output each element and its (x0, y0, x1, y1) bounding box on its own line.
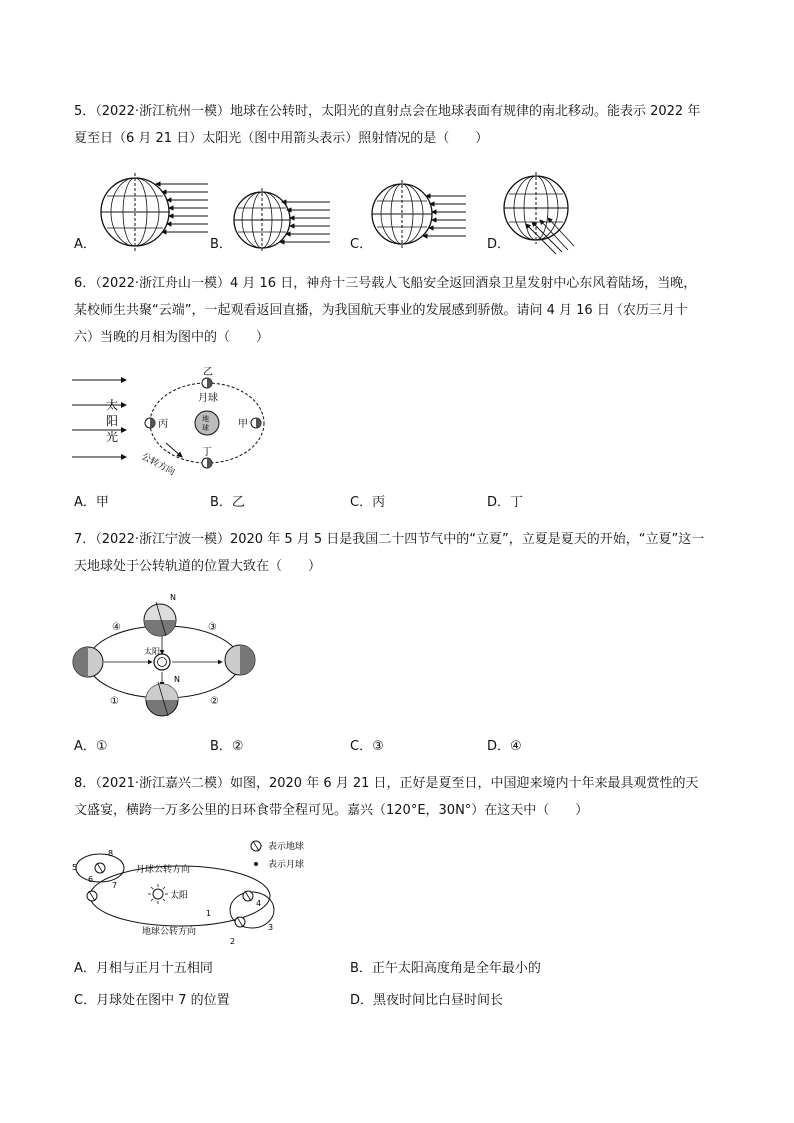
q6-direction-label: 公转方向 (139, 452, 177, 478)
q8-figure (70, 838, 320, 950)
q6-moon-label: 月球 (198, 393, 218, 404)
q8-num-6: 6 (88, 875, 94, 884)
q7-earth-right (225, 645, 255, 675)
q8-num-5: 5 (72, 863, 78, 872)
q8-sun (148, 884, 168, 904)
q8-option-a[interactable]: A．月相与正月十五相同 (74, 961, 213, 976)
q7-earth-left (73, 647, 103, 677)
q8-num-7: 7 (112, 881, 118, 890)
q8-num-3: 3 (268, 923, 274, 932)
q8-sun-label: 太阳 (170, 891, 189, 901)
q6-moon-jia (251, 418, 261, 428)
q5-globe-b (234, 188, 330, 252)
q5-figure-d-arrows (520, 210, 580, 256)
q7-mark-2: ② (210, 696, 219, 707)
q6-option-a[interactable]: A．甲 (74, 495, 109, 510)
q7-north-label-top: N (170, 593, 176, 602)
q8-num-1: 1 (206, 909, 212, 918)
q7-earth-bottom (146, 682, 178, 716)
q7-mark-3: ③ (208, 622, 217, 633)
q7-north-label-bottom: N (174, 675, 180, 684)
q5-globe-a (101, 173, 208, 251)
q7-earth-top (144, 602, 176, 636)
q7-mark-1: ① (110, 696, 119, 707)
q6-option-c[interactable]: C．丙 (350, 495, 386, 510)
q6-sun-label-3: 光 (106, 430, 119, 444)
q6-earth-label-1: 地 (202, 415, 209, 423)
q5-figure (90, 168, 540, 254)
q8-earth-orbit-label: 地球公转方向 (142, 927, 197, 937)
q8-stem: 8．（2021·浙江嘉兴二模）如图，2020 年 6 月 21 日，正好是夏至日，中国迎来境内十年来最具观赏性的天 文盛宴，横跨一万多公里的日环食带全程可见。嘉兴（120°E，30N°）在这天中（ ） (74, 776, 699, 818)
q8-option-c[interactable]: C．月球处在图中 7 的位置 (74, 993, 230, 1008)
q6-label-yi: 乙 (203, 367, 213, 378)
q8-option-d[interactable]: D．黑夜时间比白昼时间长 (350, 993, 504, 1008)
q7-sun-label: 太阳 (144, 647, 160, 656)
q6-earth-label-2: 球 (202, 424, 209, 432)
q6-moon-bing (145, 418, 155, 428)
q5-option-c[interactable]: C． (350, 237, 373, 252)
q6-sun-label-1: 太 (106, 398, 119, 412)
q7-option-b[interactable]: B．② (210, 739, 244, 754)
q7-option-a[interactable]: A．① (74, 739, 108, 754)
q8-legend-moon: 表示月球 (268, 860, 305, 870)
q7-figure (72, 588, 262, 720)
q8-legend (251, 840, 304, 870)
q6-direction-arrow (166, 443, 182, 457)
q7-sun (154, 654, 170, 670)
q5-option-b[interactable]: B． (210, 237, 232, 252)
q8-legend-earth: 表示地球 (268, 842, 305, 852)
q8-num-8: 8 (108, 849, 114, 858)
q6-option-b[interactable]: B．乙 (210, 495, 245, 510)
q7-option-c[interactable]: C．③ (350, 739, 384, 754)
q8-moon-orbit-label: 月球公转方向 (136, 865, 191, 875)
q6-label-ding: 丁 (202, 447, 212, 458)
q6-sun-label-2: 阳 (106, 414, 119, 428)
q5-option-a[interactable]: A． (74, 237, 96, 252)
q6-label-jia: 甲 (238, 419, 248, 430)
q5-globe-c (372, 180, 466, 248)
q6-stem: 6．（2022·浙江舟山一模）4 月 16 日，神舟十三号载人飞船安全返回酒泉卫星发射中心东风着陆场，当晚， 某校师生共聚“云端”，一起观看返回直播，为我国航天事业的发展感到骄傲。请问 4 月 16 日（农历三月十 六）当晚的月相为图中的（ ） (74, 276, 697, 345)
q5-stem: 5．（2022·浙江杭州一模）地球在公转时，太阳光的直射点会在地球表面有规律的南北移动。能表示 2022 年 夏至日（6 月 21 日）太阳光（图中用箭头表示）照射情况的是（ ） (74, 104, 701, 146)
q6-label-bing: 丙 (158, 419, 168, 430)
q7-mark-4: ④ (112, 622, 121, 633)
q6-moon-yi (202, 378, 212, 388)
q6-figure (70, 365, 280, 477)
q6-option-d[interactable]: D．丁 (487, 495, 524, 510)
q8-option-b[interactable]: B．正午太阳高度角是全年最小的 (350, 961, 541, 976)
q6-moon-ding (202, 458, 212, 468)
q7-stem: 7．（2022·浙江宁波一模）2020 年 5 月 5 日是我国二十四节气中的“立夏”，立夏是夏天的开始，“立夏”这一 天地球处于公转轨道的位置大致在（ ） (74, 532, 705, 574)
q5-option-d[interactable]: D． (487, 237, 511, 252)
q8-num-2: 2 (230, 937, 236, 946)
q7-option-d[interactable]: D．④ (487, 739, 522, 754)
q8-num-4: 4 (256, 899, 262, 908)
